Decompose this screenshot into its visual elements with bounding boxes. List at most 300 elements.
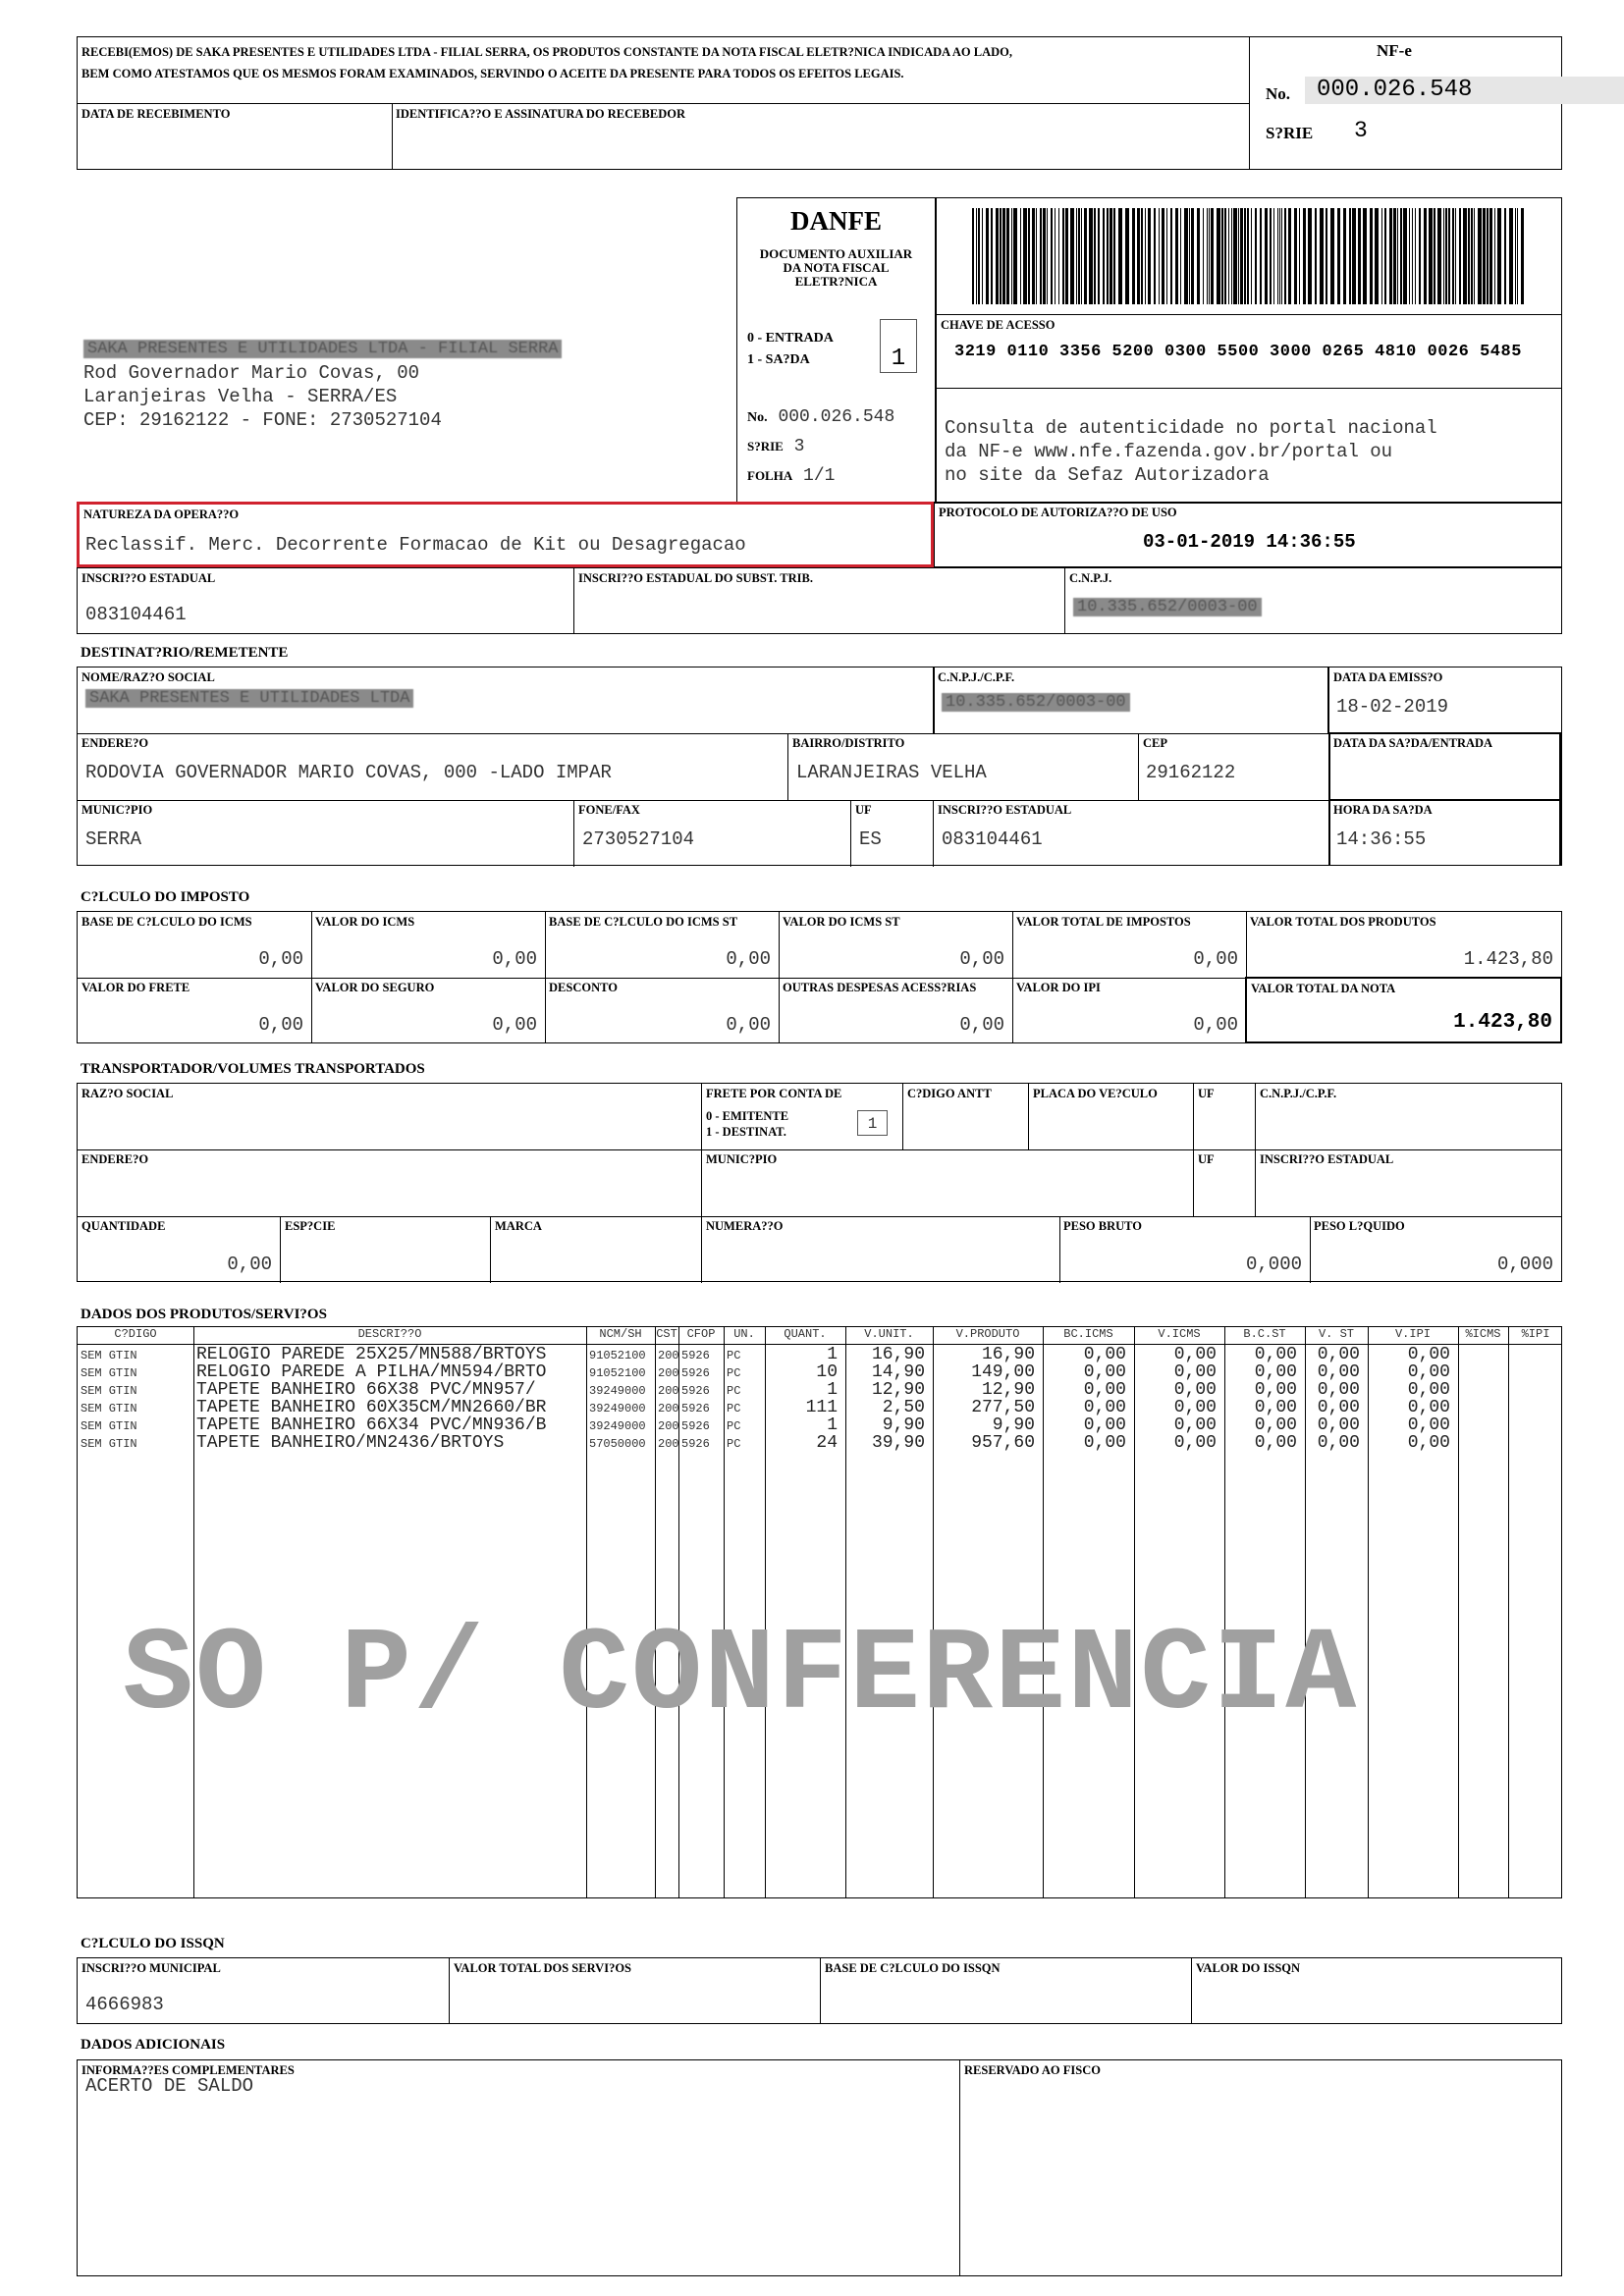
table-cell: 1 (827, 1380, 838, 1400)
table-cell: 16,90 (871, 1345, 925, 1364)
danfe-number: No. 000.026.548 (747, 407, 895, 427)
table-cell: 0,00 (1317, 1398, 1360, 1417)
barcode-bar (991, 208, 993, 304)
table-cell: 200 (658, 1402, 679, 1415)
barcode-bar (1288, 208, 1291, 304)
barcode-bar (1240, 208, 1243, 304)
table-cell: 0,00 (1083, 1415, 1126, 1435)
table-cell: SEM GTIN (81, 1349, 137, 1362)
numbering-label: NUMERA??O (706, 1219, 784, 1233)
barcode-bar (1113, 208, 1115, 304)
barcode-bar (1107, 208, 1109, 304)
table-cell: SEM GTIN (81, 1437, 137, 1451)
barcode-bar (1279, 208, 1280, 304)
cnpj-value: 10.335.652/0003-00 (1073, 598, 1262, 616)
barcode-bar (1273, 208, 1274, 304)
barcode-bar (1429, 208, 1433, 304)
barcode-bar (1434, 208, 1435, 304)
plate-label: PLACA DO VE?CULO (1033, 1087, 1158, 1100)
barcode-bar (1197, 208, 1200, 304)
freight-label: VALOR DO FRETE (81, 981, 190, 994)
recipient-cnpj-label: C.N.P.J./C.P.F. (938, 670, 1015, 684)
barcode-bar (1125, 208, 1129, 304)
table-cell: PC (727, 1437, 741, 1451)
column-header: %IPI (1521, 1327, 1550, 1341)
barcode-bar (1180, 208, 1181, 304)
freight-value: 0,00 (258, 1014, 303, 1036)
barcode-bar (1521, 208, 1524, 304)
barcode-bar (1504, 208, 1506, 304)
recipient-section: DESTINAT?RIO/REMETENTE (81, 645, 289, 661)
receipt-serie: 3 (1354, 118, 1368, 143)
recipient-address-label: ENDERE?O (81, 736, 149, 750)
base-st-value: 0,00 (726, 948, 771, 970)
barcode-bar (1233, 208, 1237, 304)
table-cell: 0,00 (1173, 1433, 1217, 1453)
danfe-entrada: 0 - ENTRADA (747, 331, 834, 346)
barcode-bar (972, 208, 974, 304)
additional-box (77, 2059, 1562, 2276)
carrier-uf2-label: UF (1198, 1152, 1215, 1166)
protocol-label: PROTOCOLO DE AUTORIZA??O DE USO (939, 506, 1177, 519)
table-cell: 57050000 (589, 1437, 646, 1451)
barcode-bar (1051, 208, 1053, 304)
table-cell: 0,00 (1083, 1380, 1126, 1400)
total-products-value: 1.423,80 (1463, 948, 1553, 970)
column-header: UN. (733, 1327, 755, 1341)
barcode-bar (1294, 208, 1297, 304)
table-cell: 16,90 (981, 1345, 1035, 1364)
table-cell: 0,00 (1407, 1362, 1450, 1382)
barcode-bar (1445, 208, 1447, 304)
barcode-bar (1175, 208, 1178, 304)
phone-value: 2730527104 (582, 828, 695, 850)
danfe-title: DANFE (790, 206, 882, 236)
municipal-reg-value: 4666983 (85, 1994, 164, 2015)
table-cell: 9,90 (992, 1415, 1035, 1435)
barcode-bar (1281, 208, 1282, 304)
barcode-bar (1352, 208, 1356, 304)
barcode-bar (1397, 208, 1398, 304)
barcode-bar (1517, 208, 1518, 304)
barcode-bar (1409, 208, 1410, 304)
danfe-box (736, 197, 936, 504)
barcode-bar (1189, 208, 1190, 304)
barcode-bar (1483, 208, 1486, 304)
table-cell: 0,00 (1407, 1415, 1450, 1435)
table-cell: 200 (658, 1384, 679, 1398)
table-cell: SEM GTIN (81, 1366, 137, 1380)
access-key-label: CHAVE DE ACESSO (941, 318, 1056, 332)
table-cell: 200 (658, 1366, 679, 1380)
barcode-bar (1330, 208, 1334, 304)
total-invoice-label: VALOR TOTAL DA NOTA (1251, 982, 1396, 995)
table-cell: 39249000 (589, 1384, 646, 1398)
barcode-bar (1459, 208, 1461, 304)
issqn-base-label: BASE DE C?LCULO DO ISSQN (825, 1961, 1001, 1975)
barcode-bar (1403, 208, 1407, 304)
recipient-address: RODOVIA GOVERNADOR MARIO COVAS, 000 -LADO IMPAR (85, 762, 612, 783)
district-label: BAIRRO/DISTRITO (792, 736, 905, 750)
icms-st-value: 0,00 (959, 948, 1004, 970)
table-cell: 5926 (681, 1366, 710, 1380)
registration-row (77, 567, 1562, 634)
recipient-name-label: NOME/RAZ?O SOCIAL (81, 670, 215, 684)
table-cell: 0,00 (1254, 1380, 1297, 1400)
barcode-bar (1040, 208, 1042, 304)
icms-st-label: VALOR DO ICMS ST (783, 915, 900, 929)
table-cell: SEM GTIN (81, 1384, 137, 1398)
barcode-bar (1489, 208, 1492, 304)
barcode (972, 208, 1527, 304)
barcode-bar (1400, 208, 1402, 304)
icms-value: 0,00 (492, 948, 537, 970)
danfe-type-box: 1 (880, 319, 917, 373)
total-invoice-value: 1.423,80 (1453, 1011, 1552, 1034)
cnpj-label: C.N.P.J. (1069, 571, 1112, 585)
barcode-bar (1191, 208, 1194, 304)
phone-label: FONE/FAX (578, 803, 640, 817)
barcode-bar (1284, 208, 1286, 304)
operation-value: Reclassif. Merc. Decorrente Formacao de Kit ou Desagregacao (85, 534, 746, 556)
barcode-bar (1255, 208, 1257, 304)
table-cell: 2,50 (882, 1398, 925, 1417)
barcode-bar (1471, 208, 1473, 304)
recipient-city-label: MUNIC?PIO (81, 803, 153, 817)
table-cell: 0,00 (1083, 1398, 1126, 1417)
barcode-bar (1011, 208, 1012, 304)
barcode-bar (1494, 208, 1495, 304)
barcode-bar (1437, 208, 1441, 304)
emitter-city: Laranjeiras Velha - SERRA/ES (83, 386, 398, 407)
barcode-bar (1448, 208, 1450, 304)
ie-value: 083104461 (85, 604, 187, 625)
barcode-bar (1389, 208, 1392, 304)
column-header: BC.ICMS (1063, 1327, 1113, 1341)
table-cell: PC (727, 1349, 741, 1362)
carrier-city-label: MUNIC?PIO (706, 1152, 778, 1166)
barcode-bar (1084, 208, 1087, 304)
nfe-label: NF-e (1377, 41, 1412, 60)
barcode-bar (1260, 208, 1262, 304)
table-cell: PC (727, 1402, 741, 1415)
barcode-bar (1006, 208, 1009, 304)
barcode-bar (1078, 208, 1080, 304)
barcode-bar (1231, 208, 1232, 304)
barcode-bar (1363, 208, 1367, 304)
barcode-bar (1070, 208, 1074, 304)
table-cell: 0,00 (1083, 1345, 1126, 1364)
table-row (78, 1417, 1561, 1434)
barcode-bar (1137, 208, 1140, 304)
barcode-bar (1515, 208, 1516, 304)
column-header: CFOP (686, 1327, 716, 1341)
freight-by-label: FRETE POR CONTA DE (706, 1087, 842, 1100)
table-cell: PC (727, 1384, 741, 1398)
discount-label: DESCONTO (549, 981, 618, 994)
column-header: V.IPI (1394, 1327, 1431, 1341)
barcode-bar (1443, 208, 1444, 304)
carrier-name-label: RAZ?O SOCIAL (81, 1087, 174, 1100)
table-cell: 0,00 (1254, 1398, 1297, 1417)
total-products-label: VALOR TOTAL DOS PRODUTOS (1250, 915, 1436, 929)
table-cell: 0,00 (1317, 1345, 1360, 1364)
barcode-bar (1065, 208, 1068, 304)
species-label: ESP?CIE (285, 1219, 336, 1233)
barcode-bar (1224, 208, 1226, 304)
barcode-bar (1002, 208, 1005, 304)
table-cell: 0,00 (1407, 1398, 1450, 1417)
complementary-info-value: ACERTO DE SALDO (85, 2075, 254, 2097)
barcode-bar (1509, 208, 1513, 304)
barcode-bar (1098, 208, 1100, 304)
table-cell: 24 (816, 1433, 838, 1453)
emitter-name: SAKA PRESENTES E UTILIDADES LTDA - FILIAL SERRA (83, 340, 562, 358)
table-cell: 5926 (681, 1384, 710, 1398)
access-key-box (936, 197, 1562, 504)
barcode-bar (1419, 208, 1421, 304)
table-cell: 12,90 (981, 1380, 1035, 1400)
receipt-serie-label: S?RIE (1266, 124, 1314, 142)
barcode-bar (1209, 208, 1210, 304)
table-cell: 0,00 (1173, 1362, 1217, 1382)
exit-date-label: DATA DA SA?DA/ENTRADA (1333, 736, 1493, 750)
barcode-bar (1207, 208, 1208, 304)
table-row (78, 1364, 1561, 1381)
table-cell: TAPETE BANHEIRO/MN2436/BRTOYS (196, 1433, 505, 1453)
insurance-value: 0,00 (492, 1014, 537, 1036)
table-cell: 149,00 (971, 1362, 1035, 1382)
services-total-label: VALOR TOTAL DOS SERVI?OS (454, 1961, 631, 1975)
carrier-cnpj-label: C.N.P.J./C.P.F. (1260, 1087, 1337, 1100)
barcode-bar (1303, 208, 1306, 304)
receipt-text: RECEBI(EMOS) DE SAKA PRESENTES E UTILIDADES LTDA - FILIAL SERRA, OS PRODUTOS CONSTANTE DA NOTA FISCAL ELETR?NICA INDICADA AO LADO, BEM COMO ATESTAMOS QUE OS MESMOS FORAM EXAMINADOS, SERVINDO O ACEITE DA PRESENTE PARA TODOS OS EFEITOS LEGAIS. (81, 45, 1013, 80)
barcode-bar (976, 208, 977, 304)
net-weight-value: 0,000 (1496, 1254, 1553, 1275)
barcode-bar (1299, 208, 1300, 304)
barcode-bar (1217, 208, 1220, 304)
barcode-bar (1463, 208, 1467, 304)
barcode-bar (1036, 208, 1037, 304)
ie-st-label: INSCRI??O ESTADUAL DO SUBST. TRIB. (578, 571, 813, 585)
cep-value: 29162122 (1146, 762, 1236, 783)
barcode-bar (978, 208, 980, 304)
additional-section: DADOS ADICIONAIS (81, 2037, 226, 2053)
barcode-bar (1118, 208, 1122, 304)
receipt-signature-label: IDENTIFICA??O E ASSINATURA DO RECEBEDOR (396, 107, 685, 121)
protocol-box (934, 502, 1562, 567)
barcode-bar (1452, 208, 1454, 304)
column-header: V. ST (1318, 1327, 1354, 1341)
table-cell: 200 (658, 1419, 679, 1433)
table-cell: RELOGIO PAREDE A PILHA/MN594/BRTO (196, 1362, 547, 1382)
table-cell: 39,90 (871, 1433, 925, 1453)
exit-time-label: HORA DA SA?DA (1333, 803, 1433, 817)
table-cell: 0,00 (1317, 1433, 1360, 1453)
barcode-bar (1089, 208, 1093, 304)
barcode-bar (1415, 208, 1416, 304)
column-header: CST (656, 1327, 677, 1341)
table-cell: 277,50 (971, 1398, 1035, 1417)
barcode-bar (1055, 208, 1056, 304)
table-cell: 5926 (681, 1437, 710, 1451)
gross-weight-value: 0,000 (1245, 1254, 1302, 1275)
net-weight-label: PESO L?QUIDO (1314, 1219, 1405, 1233)
tax-box (77, 911, 1562, 1043)
ipi-label: VALOR DO IPI (1016, 981, 1101, 994)
receipt-number: 000.026.548 (1305, 77, 1624, 104)
table-cell: 0,00 (1254, 1433, 1297, 1453)
barcode-bar (986, 208, 989, 304)
table-cell: TAPETE BANHEIRO 66X38 PVC/MN957/ (196, 1380, 536, 1400)
barcode-bar (1384, 208, 1386, 304)
emitter-address: Rod Governador Mario Covas, 00 (83, 362, 420, 384)
carrier-address-label: ENDERE?O (81, 1152, 149, 1166)
table-cell: SEM GTIN (81, 1419, 137, 1433)
table-cell: 1 (827, 1415, 838, 1435)
barcode-bar (1076, 208, 1077, 304)
column-header: QUANT. (784, 1327, 827, 1341)
danfe-serie: S?RIE 3 (747, 437, 805, 456)
barcode-bar (1145, 208, 1146, 304)
table-row (78, 1435, 1561, 1452)
table-cell: 200 (658, 1349, 679, 1362)
barcode-bar (1381, 208, 1382, 304)
base-icms-label: BASE DE C?LCULO DO ICMS (81, 915, 252, 929)
recipient-box (77, 667, 1562, 866)
total-tax-label: VALOR TOTAL DE IMPOSTOS (1016, 915, 1191, 929)
table-cell: 0,00 (1407, 1345, 1450, 1364)
freight-by-value: 1 (857, 1110, 888, 1136)
barcode-bar (1141, 208, 1143, 304)
operation-label: NATUREZA DA OPERA??O (83, 507, 240, 521)
barcode-bar (1424, 208, 1427, 304)
barcode-bar (1047, 208, 1048, 304)
receipt-stub (77, 36, 1562, 170)
products-section: DADOS DOS PRODUTOS/SERVI?OS (81, 1307, 327, 1322)
icms-label: VALOR DO ICMS (315, 915, 415, 929)
other-expenses-value: 0,00 (959, 1014, 1004, 1036)
barcode-bar (1094, 208, 1096, 304)
table-cell: 111 (805, 1398, 838, 1417)
barcode-bar (1478, 208, 1482, 304)
barcode-bar (1000, 208, 1001, 304)
table-cell: SEM GTIN (81, 1402, 137, 1415)
table-cell: 0,00 (1407, 1433, 1450, 1453)
table-cell: 39249000 (589, 1402, 646, 1415)
table-cell: 12,90 (871, 1380, 925, 1400)
table-cell: 957,60 (971, 1433, 1035, 1453)
transport-box (77, 1083, 1562, 1282)
danfe-saida: 1 - SA?DA (747, 352, 810, 367)
barcode-bar (1247, 208, 1249, 304)
table-cell: 0,00 (1083, 1433, 1126, 1453)
barcode-bar (1326, 208, 1327, 304)
recipient-cnpj: 10.335.652/0003-00 (942, 693, 1130, 712)
table-cell: 0,00 (1173, 1398, 1217, 1417)
freight-option-recipient: 1 - DESTINAT. (706, 1125, 786, 1139)
table-cell: 91052100 (589, 1349, 646, 1362)
gross-weight-label: PESO BRUTO (1063, 1219, 1142, 1233)
barcode-bar (1474, 208, 1475, 304)
other-expenses-label: OUTRAS DESPESAS ACESS?RIAS (783, 981, 977, 994)
recipient-name: SAKA PRESENTES E UTILIDADES LTDA (85, 689, 413, 708)
barcode-bar (1337, 208, 1340, 304)
barcode-bar (1320, 208, 1324, 304)
barcode-bar (1020, 208, 1021, 304)
barcode-bar (1228, 208, 1229, 304)
table-cell: 0,00 (1173, 1380, 1217, 1400)
table-cell: 0,00 (1173, 1345, 1217, 1364)
emission-value: 18-02-2019 (1336, 696, 1449, 718)
barcode-bar (1358, 208, 1361, 304)
table-cell: 0,00 (1254, 1362, 1297, 1382)
barcode-bar (1497, 208, 1501, 304)
table-cell: 1 (827, 1345, 838, 1364)
fisco-reserved-label: RESERVADO AO FISCO (964, 2063, 1101, 2077)
table-cell: 0,00 (1317, 1362, 1360, 1382)
barcode-bar (1265, 208, 1268, 304)
barcode-bar (1028, 208, 1030, 304)
table-cell: 0,00 (1173, 1415, 1217, 1435)
barcode-bar (1170, 208, 1172, 304)
barcode-bar (1032, 208, 1035, 304)
column-header: C?DIGO (114, 1327, 157, 1341)
brand-label: MARCA (495, 1219, 542, 1233)
barcode-bar (1393, 208, 1396, 304)
ipi-value: 0,00 (1193, 1014, 1238, 1036)
antt-label: C?DIGO ANTT (907, 1087, 992, 1100)
watermark: SO P/ CONFERENCIA (123, 1610, 1359, 1743)
volume-qty-label: QUANTIDADE (81, 1219, 166, 1233)
table-cell: 10 (816, 1362, 838, 1382)
table-cell: 200 (658, 1437, 679, 1451)
barcode-bar (1270, 208, 1272, 304)
column-header: V.UNIT. (864, 1327, 914, 1341)
table-cell: 0,00 (1317, 1380, 1360, 1400)
exit-time-value: 14:36:55 (1336, 828, 1427, 850)
issqn-box (77, 1957, 1562, 2024)
issqn-section: C?LCULO DO ISSQN (81, 1936, 225, 1951)
column-header: V.ICMS (1158, 1327, 1201, 1341)
table-cell: PC (727, 1366, 741, 1380)
column-header: B.C.ST (1243, 1327, 1286, 1341)
volume-qty-value: 0,00 (227, 1254, 272, 1275)
table-cell: 0,00 (1083, 1362, 1126, 1382)
table-cell: PC (727, 1419, 741, 1433)
barcode-bar (1375, 208, 1379, 304)
barcode-bar (1349, 208, 1351, 304)
barcode-bar (1013, 208, 1017, 304)
municipal-reg-label: INSCRI??O MUNICIPAL (81, 1961, 221, 1975)
barcode-bar (1412, 208, 1413, 304)
barcode-bar (1166, 208, 1167, 304)
barcode-bar (1277, 208, 1278, 304)
table-row (78, 1382, 1561, 1399)
table-cell: 91052100 (589, 1366, 646, 1380)
barcode-bar (1103, 208, 1105, 304)
barcode-bar (1132, 208, 1135, 304)
carrier-ie-label: INSCRI??O ESTADUAL (1260, 1152, 1394, 1166)
table-cell: 9,90 (882, 1415, 925, 1435)
total-tax-value: 0,00 (1193, 948, 1238, 970)
danfe-folha: FOLHA 1/1 (747, 466, 836, 486)
barcode-bar (1308, 208, 1312, 304)
table-cell: 39249000 (589, 1419, 646, 1433)
protocol-value: 03-01-2019 14:36:55 (1143, 531, 1356, 553)
barcode-bar (1023, 208, 1027, 304)
emission-label: DATA DA EMISS?O (1333, 670, 1443, 684)
